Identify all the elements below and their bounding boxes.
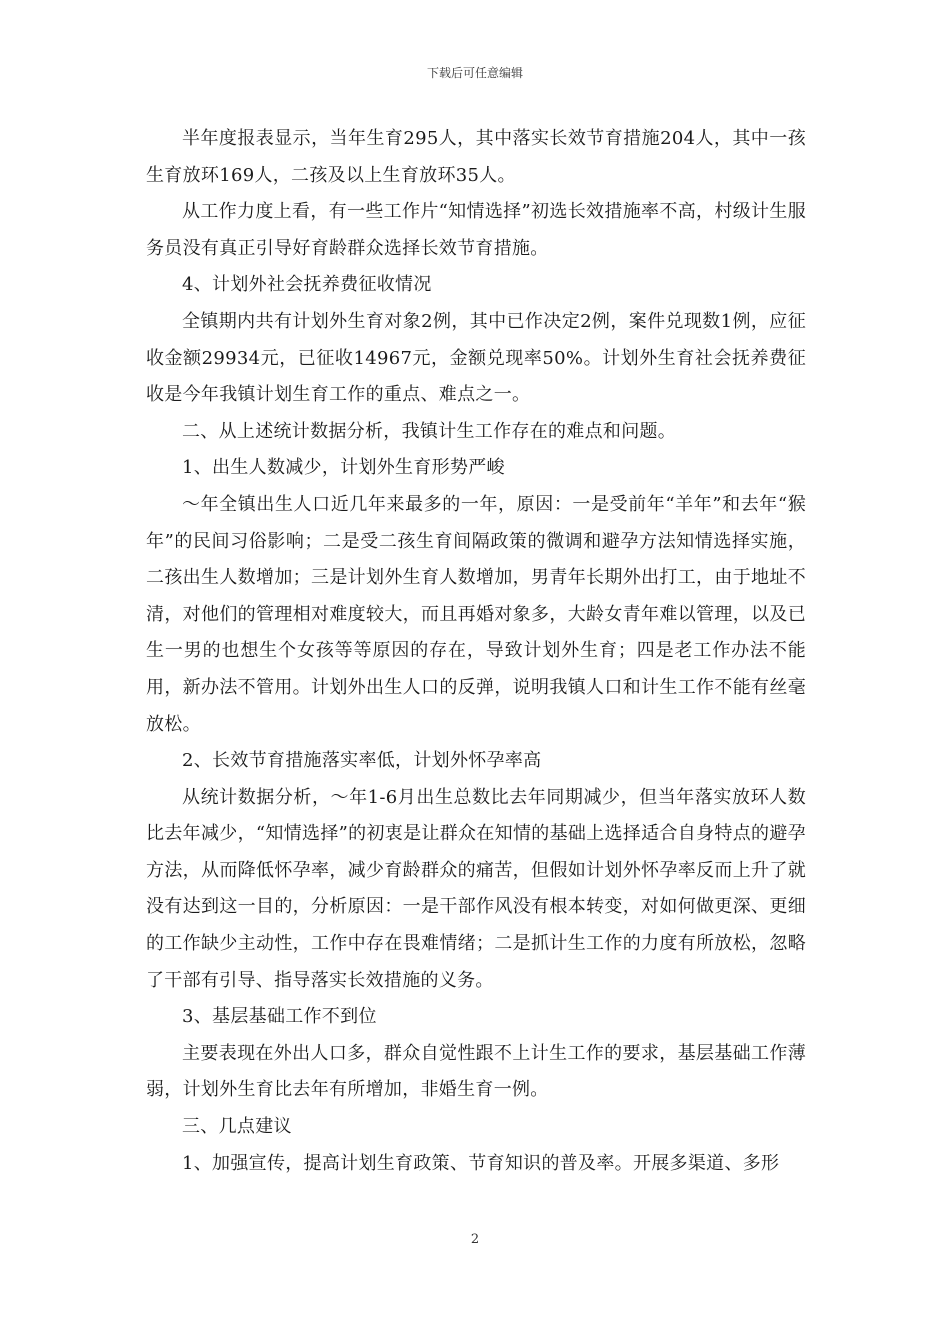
paragraph: ～年全镇出生人口近几年来最多的一年，原因：一是受前年“羊年”和去年“猴年”的民间习俗影响；二是受二孩生育间隔政策的微调和避孕方法知情选择实施，二孩出生人数增加；三是计划外生育人数增加，男青年长期外出打工，由于地址不清，对他们的管理相对难度较大，而且再婚对象多，大龄女青年难以管理，以及已生一男的也想生个女孩等等原因的存在，导致计划外生育；四是老工作办法不能用，新办法不管用。计划外出生人口的反弹，说明我镇人口和计生工作不能有丝毫放松。 [146,493,806,735]
page-header-note: 下载后可任意编辑 [426,66,523,80]
paragraph: 1、加强宣传，提高计划生育政策、节育知识的普及率。开展多渠道、多形 [182,1152,780,1174]
section-heading: 1、出生人数减少，计划外生育形势严峻 [182,457,505,479]
paragraph: 主要表现在外出人口多，群众自觉性跟不上计生工作的要求，基层基础工作薄弱，计划外生育比去年有所增加，非婚生育一例。 [146,1042,806,1101]
document-body [146,121,806,1182]
paragraph: 全镇期内共有计划外生育对象2例，其中已作决定2例，案件兑现数1例，应征收金额29934元，已征收14967元，金额兑现率50%。计划外生育社会抚养费征收是今年我镇计划生育工作的重点、难点之一。 [146,310,806,406]
paragraph: 从统计数据分析，～年1-6月出生总数比去年同期减少，但当年落实放环人数比去年减少，“知情选择”的初衷是让群众在知情的基础上选择适合自身特点的避孕方法，从而降低怀孕率，减少育龄群众的痛苦，但假如计划外怀孕率反而上升了就没有达到这一目的，分析原因：一是干部作风没有根本转变，对如何做更深、更细的工作缺少主动性，工作中存在畏难情绪；二是抓计生工作的力度有所放松，忽略了干部有引导、指导落实长效措施的义务。 [146,786,806,991]
section-heading: 4、计划外社会抚养费征收情况 [182,274,432,296]
section-heading: 三、几点建议 [182,1116,292,1138]
section-heading: 二、从上述统计数据分析，我镇计生工作存在的难点和问题。 [182,420,677,442]
paragraph: 从工作力度上看，有一些工作片“知情选择”初选长效措施率不高，村级计生服务员没有真正引导好育龄群众选择长效节育措施。 [146,201,806,259]
page-number: 2 [470,1232,480,1247]
paragraph: 半年度报表显示，当年生育295人，其中落实长效节育措施204人，其中一孩生育放环169人，二孩及以上生育放环35人。 [146,128,806,186]
section-heading: 2、长效节育措施落实率低，计划外怀孕率高 [182,750,542,772]
section-heading: 3、基层基础工作不到位 [182,1006,377,1028]
